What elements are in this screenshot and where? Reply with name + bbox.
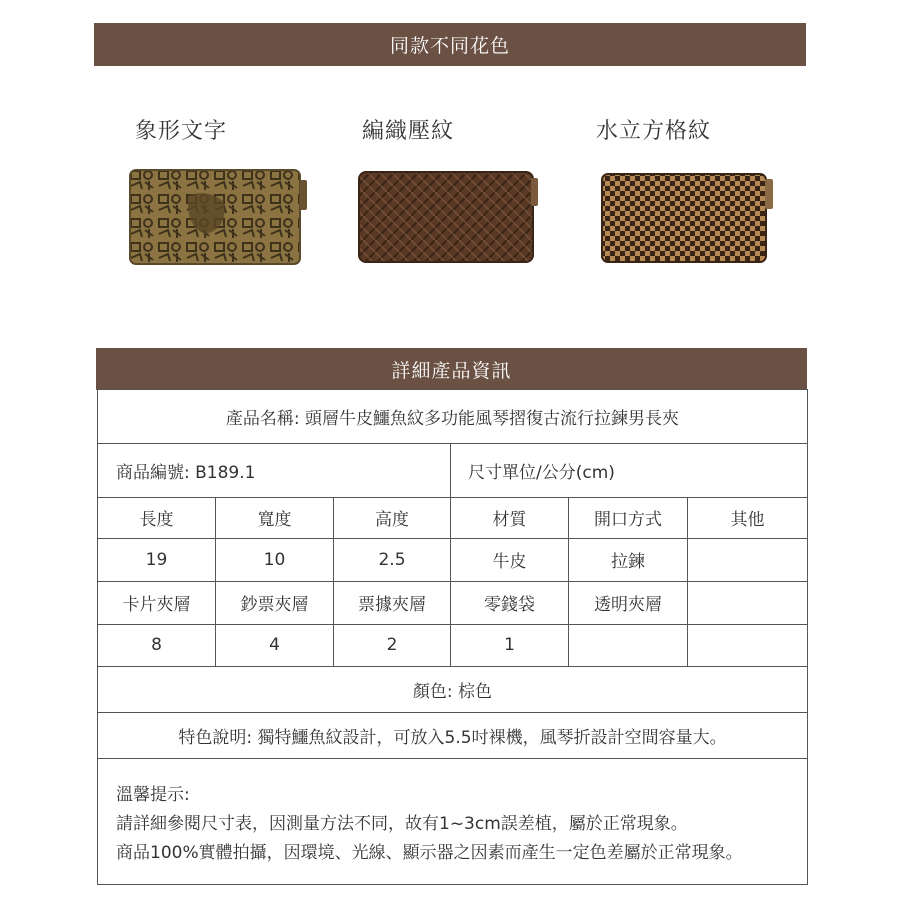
variant-label-woven: 編織壓紋 [362, 119, 455, 144]
variant-label-check: 水立方格紋 [596, 119, 712, 144]
wallet-check-image[interactable] [600, 171, 776, 265]
header-blank [688, 581, 807, 624]
note-line-2: 商品100%實體拍攝，因環境、光線、顯示器之因素而產生一定色差屬於正常現象。 [116, 843, 743, 863]
header-width: 寬度 [257, 510, 292, 530]
header-bill-slots: 鈔票夾層 [240, 595, 309, 615]
product-code: 商品編號: B189.1 [116, 462, 256, 483]
product-feature: 特色說明: 獨特鱷魚紋設計，可放入5.5吋裸機，風琴折設計空間容量大。 [178, 727, 727, 748]
details-title: 詳細產品資訊 [391, 359, 512, 382]
value-coin-pocket: 1 [504, 635, 515, 655]
notes-title: 溫馨提示: [116, 785, 190, 805]
size-unit: 尺寸單位/公分(cm) [468, 462, 615, 483]
value-opening: 拉鍊 [611, 552, 645, 572]
header-opening: 開口方式 [594, 510, 662, 530]
header-other: 其他 [730, 510, 765, 530]
header-card-slots: 卡片夾層 [122, 595, 191, 615]
variants-header [94, 23, 806, 66]
value-other [688, 538, 807, 581]
variant-label-hieroglyph: 象形文字 [135, 119, 228, 144]
header-length: 長度 [139, 510, 174, 530]
details-header [96, 348, 807, 390]
value-width: 10 [263, 549, 286, 570]
header-receipt-slots: 票據夾層 [358, 595, 426, 615]
value-clear-slot [569, 624, 687, 666]
value-height: 2.5 [378, 549, 406, 570]
spec-table [97, 389, 808, 885]
header-height: 高度 [375, 510, 409, 530]
header-coin-pocket: 零錢袋 [484, 595, 535, 615]
product-name: 產品名稱: 頭層牛皮鱷魚紋多功能風琴摺復古流行拉鍊男長夾 [225, 409, 680, 429]
value-card-slots: 8 [151, 635, 162, 655]
header-material: 材質 [492, 510, 527, 530]
value-receipt-slots: 2 [386, 635, 398, 655]
value-material: 牛皮 [492, 552, 527, 572]
value-blank [688, 624, 807, 666]
note-line-1: 請詳細參閱尺寸表，因測量方法不同，故有1~3cm誤差植，屬於正常現象。 [116, 814, 688, 834]
variants-title: 同款不同花色 [389, 35, 510, 57]
wallet-hieroglyph-image[interactable] [128, 168, 310, 266]
product-color: 顏色: 棕色 [412, 681, 493, 702]
header-clear-slot: 透明夾層 [594, 595, 662, 615]
value-bill-slots: 4 [269, 635, 280, 655]
value-length: 19 [145, 549, 168, 570]
wallet-woven-image[interactable] [357, 168, 541, 266]
